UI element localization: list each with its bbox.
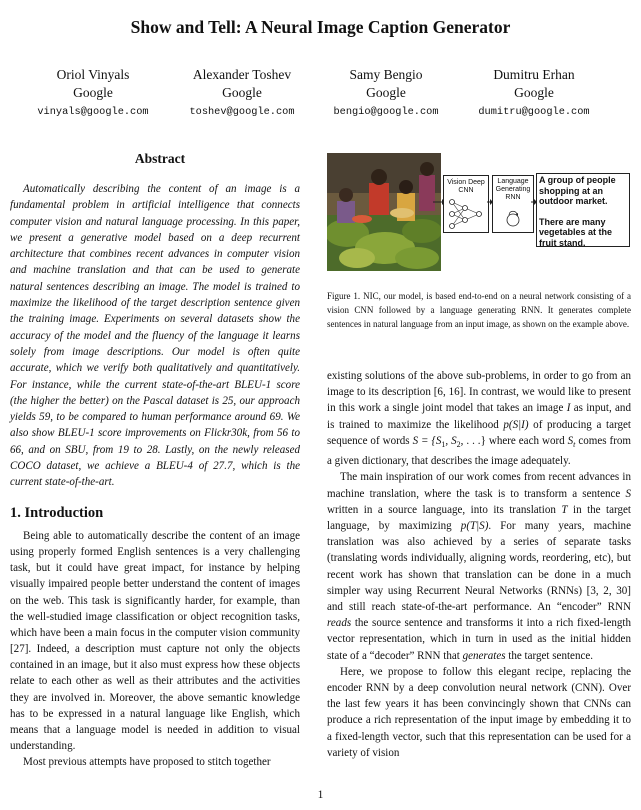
text-run: The main inspiration of our work comes from recent advances in machine translation, where the task is to transform a sentence [327,471,631,500]
text-run: written in a source language, into its translation [327,503,562,516]
author-block [13,66,173,119]
paper-title: Show and Tell: A Neural Image Caption Generator [130,17,511,37]
generated-sentence: There are many vegetables at the fruit stand. [539,216,613,248]
author-email: toshev@google.com [189,106,295,118]
author-name: Oriol Vinyals [56,67,130,82]
author-email: vinyals@google.com [37,106,149,118]
introduction-heading: 1. Introduction [10,505,104,521]
math-var: I [566,402,571,415]
recurrent-loop-icon [503,210,523,228]
market-photo-illustration [327,153,441,271]
generated-caption-box [536,173,630,247]
text-run: the source sentence and transforms it into a rich fixed-length vector representation, which in turn in used as the initial hidden state of a “decoder” RNN that [327,617,631,662]
math-var: p(T|S) [460,520,489,533]
text-run: in the target language, by maximizing [327,503,631,533]
text-run: of producing a target sequence of words [327,418,631,447]
right-paragraph [327,469,631,663]
generated-sentence: A group of people shopping at an outdoor market. [539,175,616,206]
abstract-body [10,181,300,491]
neural-network-icon [447,198,485,230]
math-var: p(S|I) [503,418,529,431]
abstract-text: Automatically describing the content of an image is a fundamental problem in artificial intelligence that connects computer vision and natural language processing. In this paper, we present a generative model based on a deep recurrent architecture that combines recent advances in computer vision and machine translation and that can be used to generate natural sentences describing an image. The model is trained to maximize the likelihood of the target description sentence given the training image. Experiments on several datasets show the accuracy of the model and the fluency of the language it learns solely from image descriptions. Our model is often quite accurate, which we verify both qualitatively and quantitatively. For instance, while the current state-of-the-art BLEU-1 score (the higher the better) on the Pascal dataset is 25, our approach yields 59, to be compared to human performance around 69. We also show BLEU-1 score improvements on Flickr30k, from 56 to 66, and on SBU, from 19 to 28. Lastly, on the newly released COCO dataset, we achieve a BLEU-4 of 27.7, which is the current state-of-the-art. [10,183,300,489]
text-run: existing solutions of the above sub-problems, in order to go from an image to its description [6, 16]. In contrast, we would like to present in this work a single joint model that takes an image [327,370,631,415]
figure-caption [327,290,631,332]
right-paragraph: existing solutions of the above sub-problems, in order to go from an image to its description [6, 16]. In contrast, we would like to present in this work a single joint model that takes an image I as input, and is trained to maximize the likelihood p(S|I) of producing a target sequence of words $S = \{S_1$, $S_2$, . . .} where each word $S_t$ comes from a given dictionary, that describes the image adequately. [327,370,631,468]
author-email: dumitru@google.com [478,106,590,118]
rnn-label: Language Generating RNN [495,178,531,201]
right-paragraph: Here, we propose to follow this elegant recipe, replacing the encoder RNN by a deep convolution neural network (CNN). Over the last few years it has been convincingly shown that CNNs can produce a rich representation of the input image by embedding it to a fixed-length vector, such that this representation can be used for a variety of vision [327,665,631,759]
right-column-body [327,368,631,761]
math-var: S [625,487,631,500]
page-number: 1 [317,789,324,801]
author-email: bengio@google.com [333,106,439,118]
abstract-heading: Abstract [134,151,186,166]
introduction-body [10,528,300,770]
vision-cnn-box [443,175,489,233]
introduction-paragraph: Most previous attempts have proposed to stitch together [23,756,271,769]
author-name: Samy Bengio [349,67,423,82]
author-name: Dumitru Erhan [493,67,575,82]
text-run: the target sentence. [505,649,594,662]
figure-caption-text: Figure 1. NIC, our model, is based end-to-end on a neural network consisting of a vision CNN followed by a language generating RNN. It generates complete sentences in natural language from an input image, as shown on the example above. [327,291,631,329]
author-block [454,66,614,119]
language-rnn-box [492,175,534,233]
author-name: Alexander Toshev [192,67,292,82]
math-var: S = {S [412,434,442,447]
author-block [306,66,466,119]
text-run: } where each word [480,434,568,447]
author-affiliation: Google [366,85,406,100]
text-run: . For many years, machine translation was also achieved by a series of separate tasks (translating words individually, aligning words, reordering, etc), but recent work has shown that translation can be done in a much simpler way using Recurrent Neural Networks (RNNs) [3, 2, 30] and still reach state-of-the-art performance. An “encoder” RNN [327,520,631,614]
emphasis: generates [462,649,506,662]
text-run: as input, and is trained to maximize the likelihood [327,402,631,431]
math-var: S [567,434,574,447]
math-var: T [561,503,568,516]
market-photo [327,153,441,271]
cnn-label: Vision Deep CNN [447,179,485,194]
emphasis: reads [327,617,352,630]
introduction-paragraph: Being able to automatically describe the content of an image using properly formed English sentences is a very challenging task, but it could have great impact, for instance by helping visually impaired people better understand the content of images on the web. This task is significantly harder, for example, than the well-studied image classification or object recognition tasks, which have been a main focus in the computer vision community [27]. Indeed, a description must capture not only the objects contained in an image, but it also must express how these objects relate to each other as well as their attributes and the activities they are involved in. Moreover, the above semantic knowledge has to be expressed in a natural language like English, which means that a language model is needed in addition to visual understanding. [10,530,300,753]
figure-1 [327,153,631,271]
author-affiliation: Google [514,85,554,100]
author-affiliation: Google [73,85,113,100]
author-affiliation: Google [222,85,262,100]
text-run: comes from a given dictionary, that describes the image adequately. [327,434,631,468]
author-block [162,66,322,119]
